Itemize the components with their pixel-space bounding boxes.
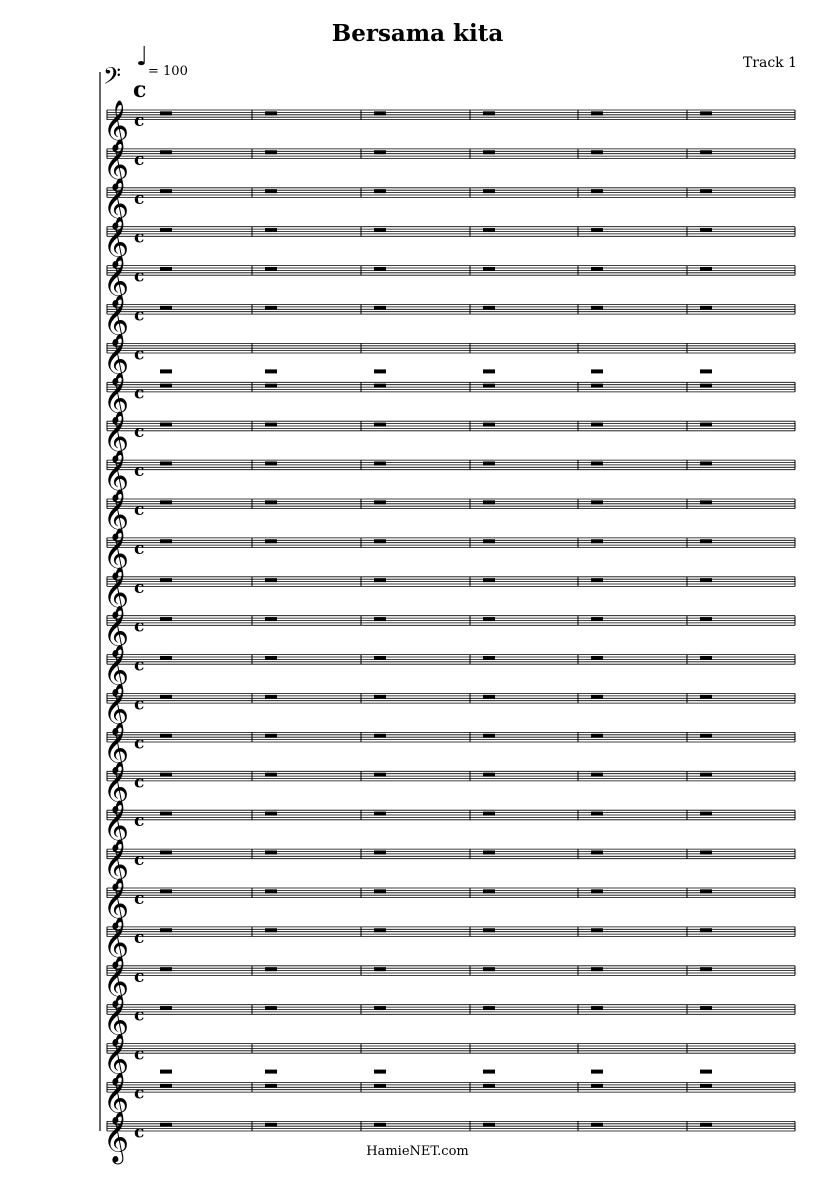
whole-rest xyxy=(160,189,172,193)
whole-rest xyxy=(483,656,495,660)
whole-rest xyxy=(700,889,712,893)
whole-rest xyxy=(374,189,386,193)
whole-rest xyxy=(265,306,277,310)
time-signature: c xyxy=(134,188,145,209)
time-signature: c xyxy=(134,616,145,637)
whole-rest xyxy=(591,617,603,621)
whole-rest xyxy=(591,1006,603,1010)
whole-rest xyxy=(160,695,172,699)
bass-clef-icon: 𝄢 xyxy=(103,62,122,95)
whole-rest xyxy=(700,734,712,738)
whole-rest xyxy=(374,695,386,699)
whole-rest xyxy=(483,734,495,738)
time-signature: c xyxy=(134,1005,145,1026)
treble-clef-icon: 𝄞 xyxy=(103,216,130,268)
whole-rest xyxy=(374,150,386,154)
whole-rest xyxy=(160,539,172,543)
whole-rest xyxy=(483,928,495,932)
whole-rest xyxy=(160,500,172,504)
time-signature: c xyxy=(134,111,145,131)
whole-rest xyxy=(160,150,172,154)
whole-rest xyxy=(591,150,603,154)
whole-rest xyxy=(374,369,386,373)
treble-clef-icon: 𝄞 xyxy=(103,878,130,929)
time-signature: c xyxy=(134,889,145,909)
whole-rest xyxy=(265,267,277,271)
whole-rest xyxy=(591,228,603,232)
whole-rest xyxy=(265,1123,277,1127)
whole-rest xyxy=(265,228,277,232)
whole-rest xyxy=(483,500,495,504)
whole-rest xyxy=(265,369,277,373)
whole-rest xyxy=(483,889,495,893)
whole-rest xyxy=(591,539,603,543)
time-signature: c xyxy=(134,422,145,443)
time-signature: c xyxy=(134,811,145,832)
treble-clef-icon: 𝄞 xyxy=(103,839,130,891)
whole-rest xyxy=(265,617,277,621)
whole-rest xyxy=(160,369,172,373)
whole-rest xyxy=(483,812,495,816)
whole-rest xyxy=(374,1123,386,1127)
whole-rest xyxy=(265,656,277,660)
whole-rest xyxy=(160,461,172,465)
whole-rest xyxy=(700,423,712,427)
whole-rest xyxy=(160,1084,172,1088)
whole-rest xyxy=(265,889,277,893)
whole-rest xyxy=(591,889,603,893)
whole-rest xyxy=(374,306,386,310)
whole-rest xyxy=(265,1084,277,1088)
whole-rest xyxy=(483,1123,495,1127)
treble-clef-icon: 𝄞 xyxy=(103,644,130,696)
time-signature: c xyxy=(134,461,145,482)
whole-rest xyxy=(591,928,603,932)
whole-rest xyxy=(265,1006,277,1010)
time-signature: c xyxy=(134,772,145,793)
time-signature: c xyxy=(134,966,145,987)
treble-clef-icon: 𝄞 xyxy=(103,255,130,307)
whole-rest xyxy=(265,539,277,543)
treble-clef-icon: 𝄞 xyxy=(103,605,130,657)
treble-clef-icon: 𝄞 xyxy=(103,372,130,424)
whole-rest xyxy=(160,1123,172,1127)
whole-rest xyxy=(265,734,277,738)
whole-rest xyxy=(591,267,603,271)
whole-rest xyxy=(265,111,277,115)
whole-rest xyxy=(374,500,386,504)
whole-rest xyxy=(374,1070,386,1074)
time-signature: c xyxy=(134,733,145,754)
whole-rest xyxy=(700,150,712,154)
treble-clef-icon: 𝄞 xyxy=(103,489,130,540)
time-signature: c xyxy=(134,694,145,715)
whole-rest xyxy=(374,850,386,854)
whole-rest xyxy=(483,267,495,271)
whole-rest xyxy=(374,539,386,543)
time-signature: c xyxy=(134,850,145,871)
whole-rest xyxy=(265,928,277,932)
whole-rest xyxy=(160,578,172,582)
whole-rest xyxy=(265,1070,277,1074)
whole-rest xyxy=(483,384,495,388)
whole-rest xyxy=(700,850,712,854)
treble-clef-icon: 𝄞 xyxy=(103,294,130,346)
whole-rest xyxy=(483,369,495,373)
whole-rest xyxy=(700,1070,712,1074)
whole-rest xyxy=(374,617,386,621)
treble-clef-icon: 𝄞 xyxy=(103,1033,130,1085)
whole-rest xyxy=(483,1070,495,1074)
treble-clef-icon: 𝄞 xyxy=(103,955,130,1007)
treble-clef-icon: 𝄞 xyxy=(103,450,130,502)
whole-rest xyxy=(160,111,172,115)
whole-rest xyxy=(591,384,603,388)
time-signature: c xyxy=(134,500,145,520)
whole-rest xyxy=(374,773,386,777)
whole-rest xyxy=(160,656,172,660)
time-signature: c xyxy=(134,383,145,404)
whole-rest xyxy=(483,111,495,115)
time-signature: c xyxy=(134,149,145,170)
time-signature: c xyxy=(134,655,145,676)
whole-rest xyxy=(591,369,603,373)
whole-rest xyxy=(265,150,277,154)
time-signature: c xyxy=(134,305,145,326)
score-title: Bersama kita xyxy=(331,20,504,47)
whole-rest xyxy=(374,267,386,271)
whole-rest xyxy=(160,617,172,621)
whole-rest xyxy=(591,306,603,310)
whole-rest xyxy=(160,267,172,271)
treble-clef-icon: 𝄞 xyxy=(103,761,130,813)
whole-rest xyxy=(700,656,712,660)
whole-rest xyxy=(265,461,277,465)
whole-rest xyxy=(160,306,172,310)
whole-rest xyxy=(591,850,603,854)
whole-rest xyxy=(591,812,603,816)
whole-rest xyxy=(160,734,172,738)
treble-clef-icon: 𝄞 xyxy=(103,527,130,579)
whole-rest xyxy=(265,578,277,582)
quarter-note-icon: ♩ xyxy=(136,42,149,72)
whole-rest xyxy=(160,773,172,777)
whole-rest xyxy=(591,578,603,582)
whole-rest xyxy=(483,773,495,777)
whole-rest xyxy=(374,1006,386,1010)
whole-rest xyxy=(700,539,712,543)
whole-rest xyxy=(700,306,712,310)
time-signature: c xyxy=(134,227,145,248)
treble-clef-icon: 𝄞 xyxy=(103,800,130,852)
treble-clef-icon: 𝄞 xyxy=(103,1072,130,1124)
whole-rest xyxy=(265,967,277,971)
footer-credit: HamieNET.com xyxy=(366,1144,469,1159)
whole-rest xyxy=(160,423,172,427)
whole-rest xyxy=(374,461,386,465)
whole-rest xyxy=(160,1006,172,1010)
time-signature: c xyxy=(134,1044,145,1065)
whole-rest xyxy=(374,734,386,738)
whole-rest xyxy=(374,656,386,660)
whole-rest xyxy=(265,423,277,427)
whole-rest xyxy=(591,695,603,699)
whole-rest xyxy=(265,695,277,699)
whole-rest xyxy=(483,228,495,232)
treble-clef-icon: 𝄞 xyxy=(103,177,130,229)
treble-clef-icon: 𝄞 xyxy=(103,138,130,190)
time-signature: c xyxy=(134,927,145,948)
whole-rest xyxy=(483,189,495,193)
whole-rest xyxy=(374,812,386,816)
whole-rest xyxy=(374,928,386,932)
whole-rest xyxy=(700,617,712,621)
time-signature: c xyxy=(134,1083,145,1104)
whole-rest xyxy=(483,578,495,582)
whole-rest xyxy=(160,384,172,388)
whole-rest xyxy=(700,967,712,971)
whole-rest xyxy=(265,773,277,777)
whole-rest xyxy=(374,111,386,115)
treble-clef-icon: 𝄞 xyxy=(103,566,130,618)
whole-rest xyxy=(591,656,603,660)
whole-rest xyxy=(374,1084,386,1088)
time-signature: c xyxy=(134,344,145,365)
time-signature: c xyxy=(134,266,145,287)
whole-rest xyxy=(700,461,712,465)
whole-rest xyxy=(591,111,603,115)
whole-rest xyxy=(700,1084,712,1088)
whole-rest xyxy=(483,967,495,971)
whole-rest xyxy=(374,578,386,582)
whole-rest xyxy=(591,461,603,465)
time-signature: c xyxy=(134,1122,145,1143)
whole-rest xyxy=(591,1084,603,1088)
whole-rest xyxy=(700,267,712,271)
treble-clef-icon: 𝄞 xyxy=(103,994,130,1046)
treble-clef-icon: 𝄞 xyxy=(103,916,130,968)
treble-clef-icon: 𝄞 xyxy=(103,1111,130,1163)
whole-rest xyxy=(160,812,172,816)
whole-rest xyxy=(700,928,712,932)
whole-rest xyxy=(160,1070,172,1074)
whole-rest xyxy=(700,228,712,232)
whole-rest xyxy=(374,384,386,388)
whole-rest xyxy=(160,889,172,893)
treble-clef-icon: 𝄞 xyxy=(103,722,130,774)
whole-rest xyxy=(591,1123,603,1127)
whole-rest xyxy=(483,617,495,621)
whole-rest xyxy=(265,384,277,388)
whole-rest xyxy=(483,1006,495,1010)
whole-rest xyxy=(700,369,712,373)
treble-clef-icon: 𝄞 xyxy=(103,333,130,385)
whole-rest xyxy=(591,1070,603,1074)
whole-rest xyxy=(483,850,495,854)
whole-rest xyxy=(374,967,386,971)
whole-rest xyxy=(483,306,495,310)
whole-rest xyxy=(374,889,386,893)
time-signature: c xyxy=(134,538,145,559)
whole-rest xyxy=(591,734,603,738)
whole-rest xyxy=(374,423,386,427)
whole-rest xyxy=(483,695,495,699)
tempo-value: = 100 xyxy=(148,64,188,79)
whole-rest xyxy=(160,850,172,854)
treble-clef-icon: 𝄞 xyxy=(103,100,130,151)
whole-rest xyxy=(265,189,277,193)
whole-rest xyxy=(160,228,172,232)
whole-rest xyxy=(483,539,495,543)
whole-rest xyxy=(700,500,712,504)
whole-rest xyxy=(483,461,495,465)
whole-rest xyxy=(483,1084,495,1088)
whole-rest xyxy=(700,812,712,816)
whole-rest xyxy=(483,150,495,154)
whole-rest xyxy=(700,773,712,777)
treble-clef-icon: 𝄞 xyxy=(103,411,130,463)
whole-rest xyxy=(265,500,277,504)
whole-rest xyxy=(265,812,277,816)
whole-rest xyxy=(700,1123,712,1127)
whole-rest xyxy=(160,967,172,971)
whole-rest xyxy=(700,384,712,388)
whole-rest xyxy=(483,423,495,427)
whole-rest xyxy=(591,500,603,504)
whole-rest xyxy=(591,773,603,777)
whole-rest xyxy=(591,423,603,427)
whole-rest xyxy=(700,111,712,115)
whole-rest xyxy=(700,578,712,582)
time-signature-top: c xyxy=(133,77,147,103)
whole-rest xyxy=(591,189,603,193)
whole-rest xyxy=(700,189,712,193)
whole-rest xyxy=(700,695,712,699)
treble-clef-icon: 𝄞 xyxy=(103,683,130,735)
time-signature: c xyxy=(134,577,145,598)
whole-rest xyxy=(160,928,172,932)
whole-rest xyxy=(265,850,277,854)
track-label: Track 1 xyxy=(742,55,797,71)
whole-rest xyxy=(374,228,386,232)
whole-rest xyxy=(591,967,603,971)
whole-rest xyxy=(700,1006,712,1010)
